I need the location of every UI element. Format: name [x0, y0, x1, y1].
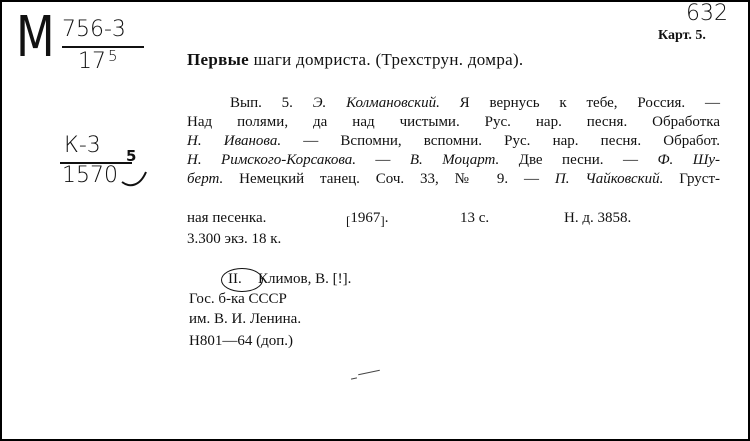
scan-speck [351, 377, 357, 379]
card-number-label: Карт. 5. [658, 28, 706, 43]
handwritten-card-number: 632 [686, 1, 728, 26]
title-bold-word: Первые [187, 50, 250, 69]
catalog-number: Н. д. 3858. [564, 210, 632, 226]
contents-line-3 [187, 132, 720, 151]
arranger-rimsky-korsakov: Н. Римского-Корсакова. [187, 152, 356, 168]
inventory-bottom: 1570 [62, 163, 118, 188]
roman-numeral: II. [228, 271, 242, 287]
shelfmark-denominator: 17 [78, 49, 106, 74]
card-code: Н801—64 (доп.) [189, 333, 293, 349]
contents-line-1 [230, 94, 720, 113]
shelfmark-superscript: 5 [108, 47, 118, 65]
year-value: 1967 [350, 210, 381, 226]
composer-schubert-start: Ф. Шу- [657, 152, 721, 168]
shelfmark-number: 756-3 [62, 17, 126, 42]
contents-line-2: Над полями, да над чистыми. Рус. нар. песня. Обработка [187, 114, 720, 130]
work-title-1: Я вернусь к тебе, Россия. — [439, 95, 720, 111]
work-title-5: Немецкий танец. Соч. 33, № 9. — [223, 171, 555, 187]
inventory-hook-mark [120, 168, 148, 188]
issue-number: Вып. 5. [230, 95, 313, 111]
library-name-1: Гос. б-ка СССР [189, 291, 287, 307]
contents-line-5 [187, 170, 720, 189]
composer-kolmanovsky: Э. Колмановский. [312, 95, 440, 111]
work-title-3: — Вспомни, вспомни. Рус. нар. песня. Обработ. [281, 133, 720, 149]
page-count: 13 с. [460, 210, 490, 226]
library-name-2: им. В. И. Ленина. [189, 311, 302, 327]
book-title [187, 50, 523, 69]
shelfmark-letter: M [16, 5, 55, 70]
publication-year: [1967]. [346, 210, 389, 228]
work-title-4: Две песни. — [499, 152, 658, 168]
title-rest: шаги домриста. (Трехструн. домра). [249, 50, 524, 69]
scan-speck [358, 370, 380, 376]
composer-mozart: В. Моцарт. [409, 152, 500, 168]
inventory-superscript: 5 [126, 147, 137, 165]
cataloger-name: Климов, В. [!]. [258, 271, 352, 287]
shelfmark-underline [62, 46, 144, 48]
composer-schubert-end: берт. [187, 171, 224, 187]
inventory-top: К-3 [64, 133, 101, 158]
contents-line-6-a: ная песенка. [187, 210, 267, 226]
composer-tchaikovsky: П. Чайковский. [554, 171, 664, 187]
arranger-ivanov: Н. Иванова. [187, 133, 282, 149]
work-title-6-start: Груст- [663, 171, 720, 187]
dash: — [355, 152, 410, 168]
contents-line-4 [187, 151, 720, 170]
print-run-price: 3.300 экз. 18 к. [187, 231, 282, 247]
